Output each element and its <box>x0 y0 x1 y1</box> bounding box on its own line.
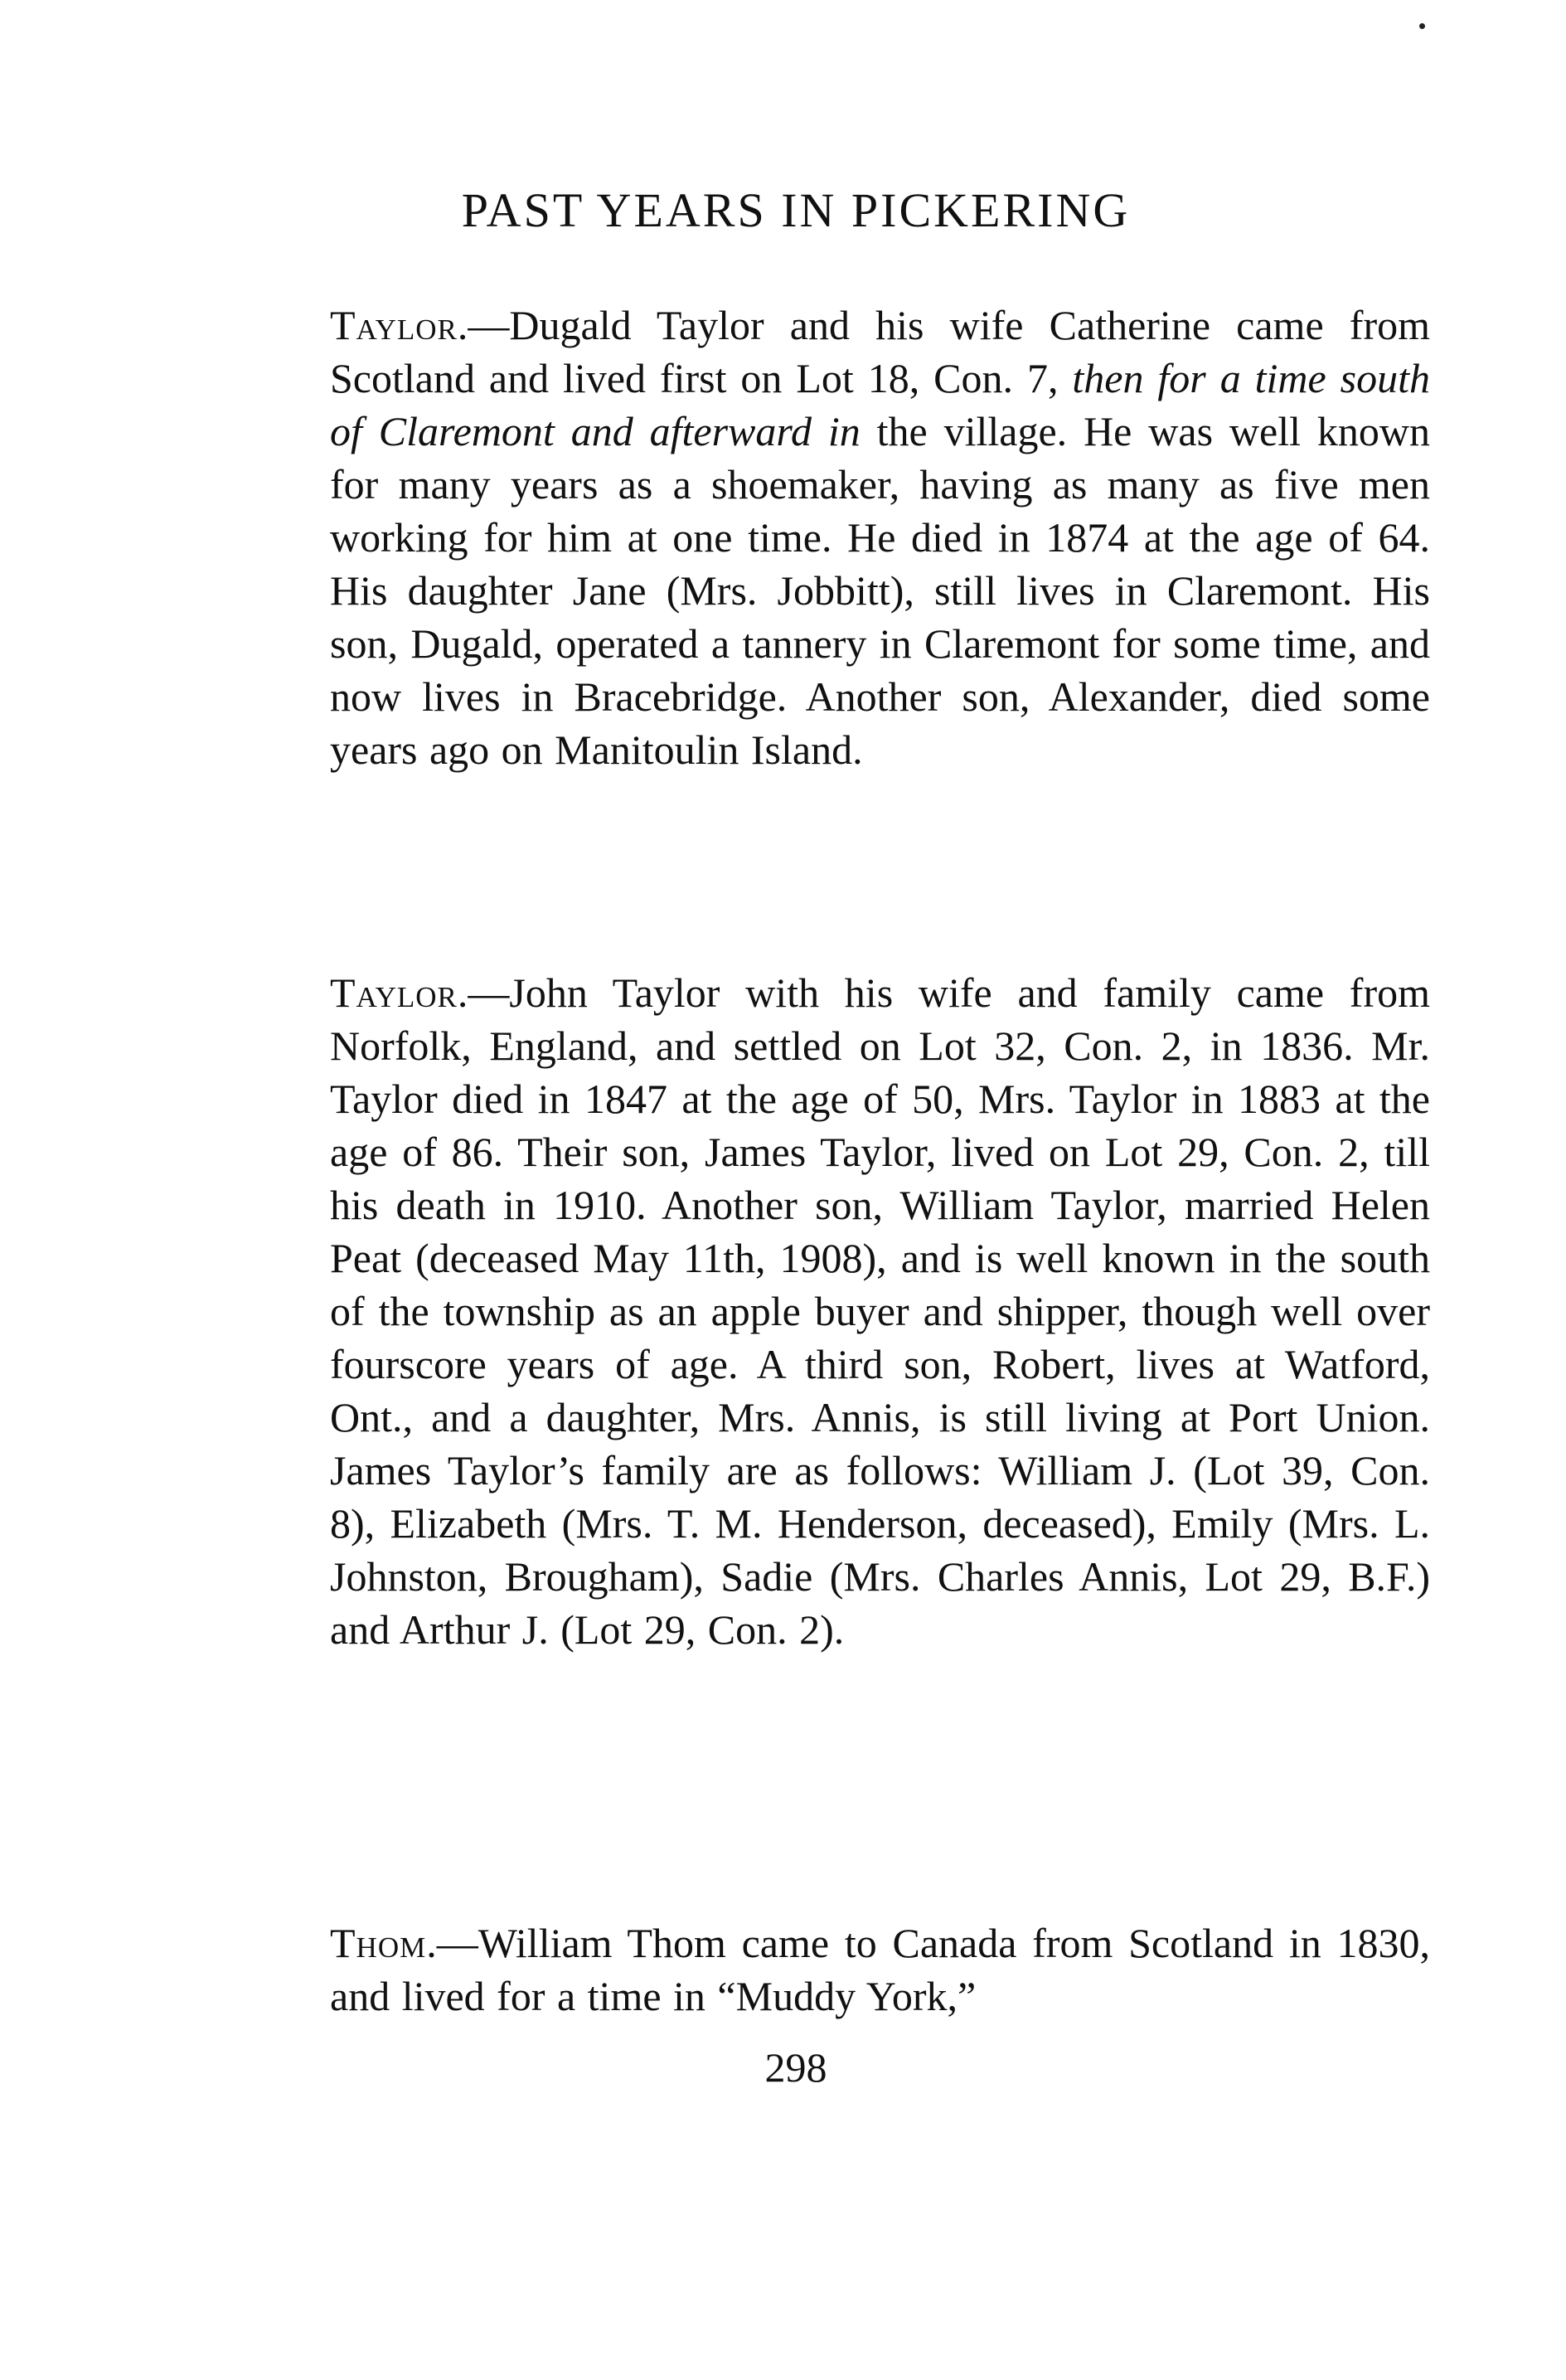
page-number: 298 <box>764 2044 827 2091</box>
entry-text: the village. He was well known for many years as a shoemaker, having as many as five men working for him at one time. He died in 1874 at the age of 64. His daughter Jane (Mrs. Jobbitt), still lives in Claremont. His son, Dugald, operated a tannery in Claremont for some time, and now lives in Bracebridge. Another son, Alexander, died some years ago on Manitoulin Island. <box>330 408 1430 773</box>
ink-speck <box>1419 23 1425 29</box>
running-head: PAST YEARS IN PICKERING <box>461 183 1131 237</box>
entry-thom-william <box>330 1916 1430 2023</box>
entry-surname: Taylor <box>330 302 458 348</box>
entry-surname: Taylor <box>330 969 458 1016</box>
entry-italic-text: then for a time south of Claremont and afterward in <box>330 355 1430 454</box>
entry-text: .—Dugald Taylor and his wife Catherine came from Scotland and lived first on Lot 18, Con. 7, <box>330 302 1430 401</box>
entry-text: .—John Taylor with his wife and family came from Norfolk, England, and settled on Lot 32, Con. 2, in 1836. Mr. Taylor died in 1847 at the age of 50, Mrs. Taylor in 1883 at the age of 86. Their son, James Taylor, lived on Lot 29, Con. 2, till his death in 1910. Another son, William Taylor, married Helen Peat (deceased May 11th, 1908), and is well known in the south of the township as an apple buyer and shipper, though well over fourscore years of age. A third son, Robert, lives at Watford, Ont., and a daughter, Mrs. Annis, is still living at Port Union. James Taylor’s family are as follows: William J. (Lot 39, Con. 8), Elizabeth (Mrs. T. M. Henderson, deceased), Emily (Mrs. L. Johnston, Brougham), Sadie (Mrs. Charles Annis, Lot 29, B.F.) and Arthur J. (Lot 29, Con. 2). <box>330 969 1430 1653</box>
entry-text: .—William Thom came to Canada from Scotland in 1830, and lived for a time in “Muddy York,” <box>330 1920 1430 2019</box>
entry-taylor-john <box>330 966 1430 1656</box>
entry-surname: Thom <box>330 1920 427 1966</box>
entry-taylor-dugald <box>330 299 1430 776</box>
